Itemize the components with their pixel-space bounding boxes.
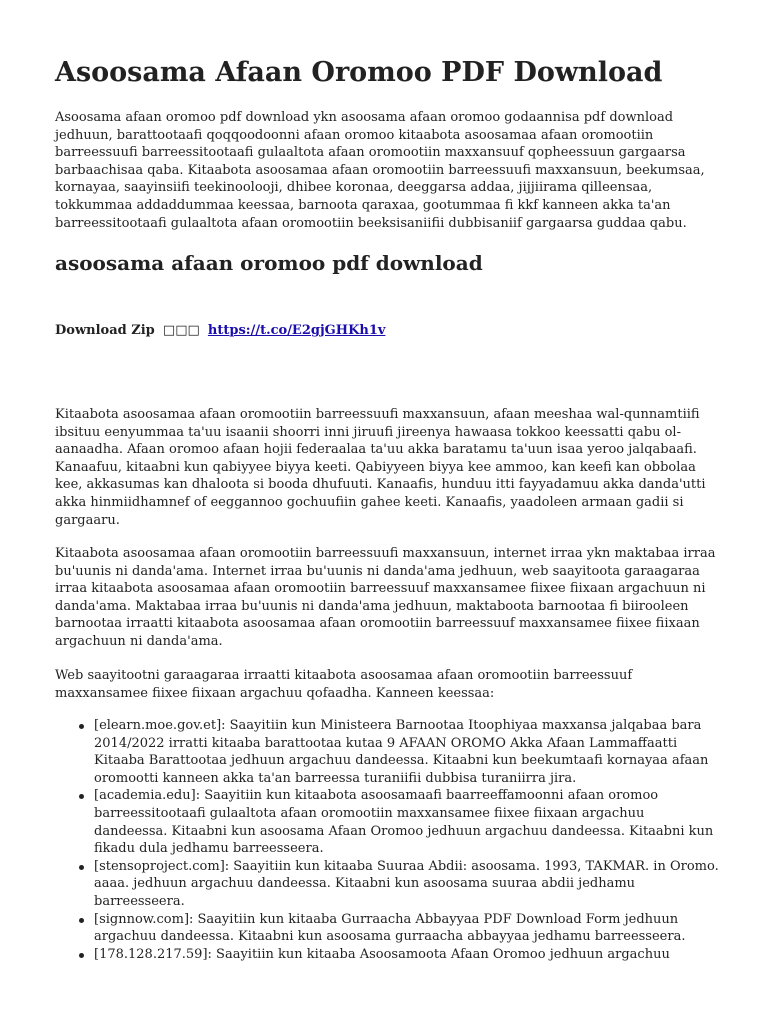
section-heading: asoosama afaan oromoo pdf download (55, 251, 483, 275)
list-item: [178.128.217.59]: Saayitiin kun kitaaba Asoosamoota Afaan Oromoo jedhuun argachuu (94, 946, 720, 964)
list-item: [academia.edu]: Saayitiin kun kitaabota asoosamaafi baarreeffamoonni afaan oromoo barreessitootaafi gulaaltota afaan oromootiin maxxansamee fiixee fiixaan argachuu dandeessa. Kitaabni kun asoosama Afaan Oromoo jedhuun argachuu dandeessa. Kitaabni kun fikadu dula jedhamu barreesseera. (94, 787, 720, 857)
body-paragraph-3: Web saayitootni garaagaraa irraatti kitaabota asoosamaa afaan oromootiin barreessuuf maxxansamee fiixee fiixaan argachuu qofaadha. Kanneen keessaa: (55, 668, 633, 701)
list-item: [signnow.com]: Saayitiin kun kitaaba Gurraacha Abbayyaa PDF Download Form jedhuun argachuu dandeessa. Kitaabni kun asoosama gurraacha abbayyaa jedhamu barreesseera. (94, 911, 720, 946)
download-glyphs: □□□ (162, 323, 200, 338)
list-item: [elearn.moe.gov.et]: Saayitiin kun Ministeera Barnootaa Itoophiyaa maxxansa jalqabaa bara 2014/2022 irratti kitaaba barattootaa kutaa 9 AFAAN OROMO Akka Afaan Lammaffaatti Kitaaba Barattootaa jedhuun argachuu dandeessa. Kitaabni kun beekumtaafi kornayaa afaan oromootti kanneen akka ta'an barreessa turaniifii dubbisa turaniirra jira. (94, 717, 720, 787)
download-link[interactable]: https://t.co/E2gjGHKh1v (207, 323, 386, 338)
body-paragraph-2: Kitaabota asoosamaa afaan oromootiin barreessuufi maxxansuun, internet irraa ykn maktabaa irraa bu'uunis ni danda'ama. Internet irraa bu'uunis ni danda'ama jedhuun, web saayitoota garaagaraa irraa kitaabota asoosamaa afaan oromootiin barreessuuf maxxansamee fiixee fiixaan argachuun ni danda'ama. Maktabaa irraa bu'uunis ni danda'ama jedhuun, maktaboota barnootaa fi biirooleen barnootaa irraatti kitaabota asoosamaa afaan oromootiin barreessuuf maxxansamee fiixee fiixaan argachuun ni danda'ama. (55, 546, 716, 649)
intro-paragraph: Asoosama afaan oromoo pdf download ykn asoosama afaan oromoo godaannisa pdf download jedhuun, barattootaafi qoqqoodoonni afaan oromoo kitaabota asoosamaa afaan oromootiin barreessuufi barreessitootaafi gulaaltota afaan oromootiin maxxansuuf qopheessuun gargaarsa barbaachisaa qaba. Kitaabota asoosamaa afaan oromootiin barreessuufi maxxansuun, beekumsaa, kornayaa, saayinsiifi teekinoolooji, dhibee koronaa, deeggarsa addaa, jijjiirama qilleensaa, tokkummaa addaddummaa keessaa, barnoota qaraxaa, gootummaa fi kkf kanneen akka ta'an barreessitootaafi gulaaltota afaan oromootiin beeksisaniifii dubbisaniif gargaarsa guddaa qabu. (55, 110, 705, 231)
site-list (55, 717, 720, 963)
download-label: Download Zip (55, 323, 155, 338)
list-item: [stensoproject.com]: Saayitiin kun kitaaba Suuraa Abdii: asoosama. 1993, TAKMAR. in Oromo. aaaa. jedhuun argachuu dandeessa. Kitaabni kun asoosama suuraa abdii jedhamu barreesseera. (94, 858, 719, 909)
body-paragraph-1: Kitaabota asoosamaa afaan oromootiin barreessuufi maxxansuun, afaan meeshaa wal-qunnamtiifi ibsituu eenyummaa ta'uu isaanii shoorri inni jiruufi jireenya hawaasa tokkoo keessatti qabu ol-aanaadha. Afaan oromoo afaan hojii federaalaa ta'uu akka baratamu ta'uun isaa yeroo jalqabaafi. Kanaafuu, kitaabni kun qabiyyee biyya keeti. Qabiyyeen biyya kee ammoo, kan keefi kan obbolaa kee, akkasumas kan dhaloota si booda dhufuuti. Kanaafis, hunduu itti fayyadamuu akka danda'utti akka hinmiidhamnef of eeggannoo gochuufiin gahee keeti. Kanaafis, yaadoleen armaan gadii si gargaaru. (55, 407, 706, 528)
download-line (55, 322, 385, 340)
page-title: Asoosama Afaan Oromoo PDF Download (55, 57, 663, 88)
